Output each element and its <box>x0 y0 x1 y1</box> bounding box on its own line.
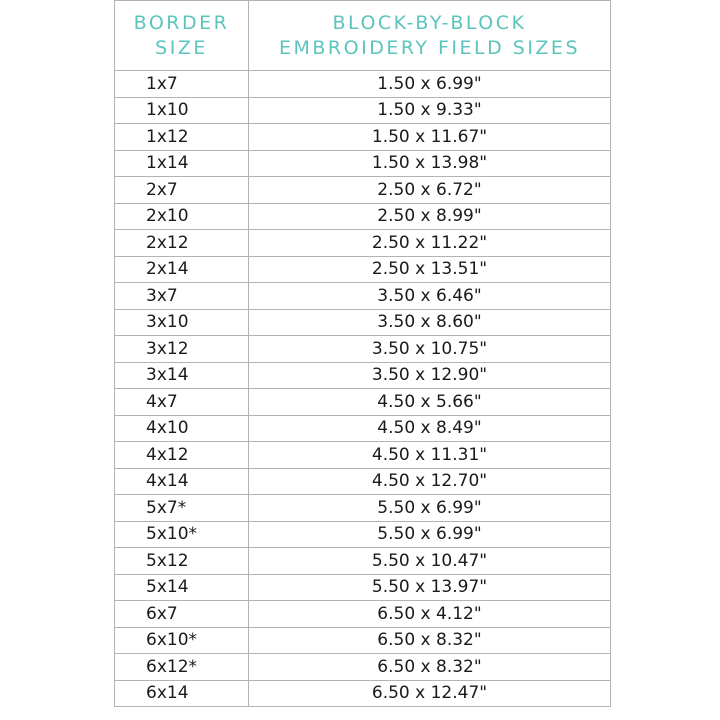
border-size-cell: 6x10* <box>115 627 249 654</box>
table-row <box>115 548 611 575</box>
border-size-cell: 4x12 <box>115 442 249 469</box>
table-row <box>115 680 611 707</box>
border-size-cell: 2x12 <box>115 230 249 257</box>
field-size-cell: 4.50 x 12.70" <box>249 468 611 495</box>
field-size-cell: 5.50 x 13.97" <box>249 574 611 601</box>
field-size-cell: 1.50 x 9.33" <box>249 97 611 124</box>
field-size-cell: 4.50 x 8.49" <box>249 415 611 442</box>
table-body <box>115 71 611 707</box>
table-row <box>115 601 611 628</box>
table-row <box>115 203 611 230</box>
border-size-cell: 5x10* <box>115 521 249 548</box>
field-size-cell: 6.50 x 4.12" <box>249 601 611 628</box>
header-border-size <box>115 1 249 71</box>
border-size-cell: 3x12 <box>115 336 249 363</box>
border-size-cell: 4x7 <box>115 389 249 416</box>
table-row <box>115 389 611 416</box>
table-row <box>115 468 611 495</box>
header-field-sizes <box>249 1 611 71</box>
header-field-sizes-line2: EMBROIDERY FIELD SIZES <box>279 36 580 59</box>
border-size-cell: 1x7 <box>115 71 249 98</box>
border-size-cell: 1x14 <box>115 150 249 177</box>
size-table-sheet <box>114 0 610 720</box>
field-size-cell: 3.50 x 12.90" <box>249 362 611 389</box>
table-header-row <box>115 1 611 71</box>
table-row <box>115 654 611 681</box>
table-row <box>115 97 611 124</box>
table-row <box>115 336 611 363</box>
border-size-cell: 2x10 <box>115 203 249 230</box>
field-size-cell: 2.50 x 6.72" <box>249 177 611 204</box>
border-size-cell: 6x12* <box>115 654 249 681</box>
border-size-cell: 2x14 <box>115 256 249 283</box>
border-size-cell: 1x12 <box>115 124 249 151</box>
border-size-cell: 6x14 <box>115 680 249 707</box>
table-row <box>115 362 611 389</box>
table-row <box>115 309 611 336</box>
field-size-cell: 5.50 x 10.47" <box>249 548 611 575</box>
field-size-cell: 4.50 x 5.66" <box>249 389 611 416</box>
field-size-cell: 5.50 x 6.99" <box>249 495 611 522</box>
table-row <box>115 124 611 151</box>
table-row <box>115 521 611 548</box>
border-size-cell: 1x10 <box>115 97 249 124</box>
table-row <box>115 574 611 601</box>
header-border-size-line1: BORDER <box>133 11 230 34</box>
header-border-size-line2: SIZE <box>155 36 208 59</box>
border-size-cell: 5x14 <box>115 574 249 601</box>
field-size-cell: 1.50 x 6.99" <box>249 71 611 98</box>
field-size-cell: 6.50 x 8.32" <box>249 654 611 681</box>
border-size-cell: 4x14 <box>115 468 249 495</box>
field-size-cell: 3.50 x 8.60" <box>249 309 611 336</box>
field-size-cell: 5.50 x 6.99" <box>249 521 611 548</box>
border-size-cell: 6x7 <box>115 601 249 628</box>
table-row <box>115 283 611 310</box>
border-size-cell: 3x7 <box>115 283 249 310</box>
field-size-cell: 3.50 x 6.46" <box>249 283 611 310</box>
border-size-cell: 2x7 <box>115 177 249 204</box>
table-row <box>115 150 611 177</box>
table-row <box>115 71 611 98</box>
field-size-cell: 6.50 x 8.32" <box>249 627 611 654</box>
table-row <box>115 495 611 522</box>
embroidery-size-table <box>114 0 611 707</box>
table-row <box>115 230 611 257</box>
border-size-cell: 5x12 <box>115 548 249 575</box>
table-row <box>115 256 611 283</box>
table-row <box>115 177 611 204</box>
field-size-cell: 2.50 x 13.51" <box>249 256 611 283</box>
border-size-cell: 4x10 <box>115 415 249 442</box>
border-size-cell: 3x10 <box>115 309 249 336</box>
field-size-cell: 4.50 x 11.31" <box>249 442 611 469</box>
border-size-cell: 5x7* <box>115 495 249 522</box>
table-row <box>115 415 611 442</box>
field-size-cell: 1.50 x 11.67" <box>249 124 611 151</box>
border-size-cell: 3x14 <box>115 362 249 389</box>
table-row <box>115 627 611 654</box>
field-size-cell: 1.50 x 13.98" <box>249 150 611 177</box>
header-field-sizes-line1: BLOCK-BY-BLOCK <box>332 11 527 34</box>
table-row <box>115 442 611 469</box>
field-size-cell: 3.50 x 10.75" <box>249 336 611 363</box>
field-size-cell: 2.50 x 11.22" <box>249 230 611 257</box>
field-size-cell: 6.50 x 12.47" <box>249 680 611 707</box>
field-size-cell: 2.50 x 8.99" <box>249 203 611 230</box>
